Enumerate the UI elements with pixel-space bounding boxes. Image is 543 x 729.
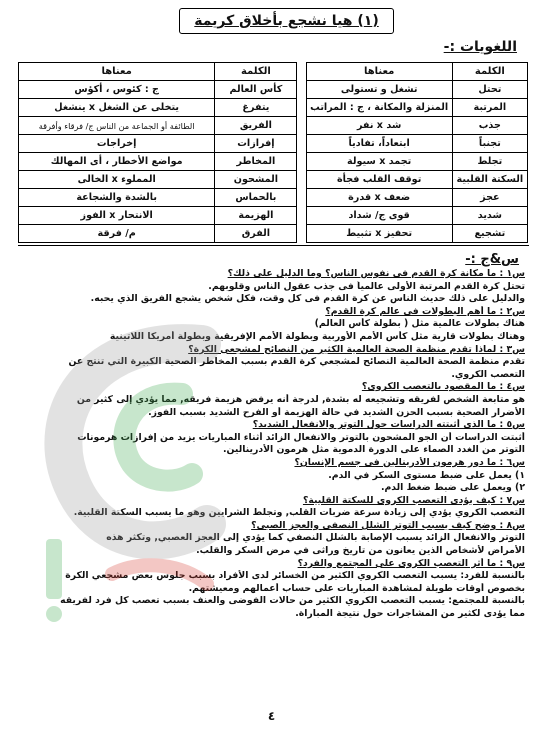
section-divider bbox=[18, 245, 529, 246]
vocab-gap bbox=[297, 63, 306, 81]
question-line: س٦ : ما دور هرمون الأدرينالين فى جسم الإنسان؟ bbox=[294, 456, 525, 468]
question-line: س٧ : كيف يؤدى التعصب الكروى للسكتة القلبية؟ bbox=[302, 494, 525, 506]
vocab-word: تجلط bbox=[452, 153, 527, 171]
vocab-header-meaning-1: معناها bbox=[306, 63, 452, 81]
answer-line: بخصوص أوقات طويلة لمشاهدة المباريات على حساب أعمالهم ومعيشتهم. bbox=[188, 582, 525, 594]
vocab-word: المرتبة bbox=[452, 99, 527, 117]
vocab-gap bbox=[297, 225, 306, 243]
vocab-word: المخاطر bbox=[215, 153, 297, 171]
vocab-meaning: المملوء x الخالى bbox=[19, 171, 215, 189]
vocab-meaning: ابتعاداً، تفادياً bbox=[306, 135, 452, 153]
answer-line: التعصب الكروي يؤدي إلى زيادة سرعة ضربات القلب, وتجلط الشرايين وهو ما يسبب السكتة القلبية. bbox=[73, 507, 525, 519]
vocab-meaning: قوى ج/ شداد bbox=[306, 207, 452, 225]
vocab-meaning: تحفيز x تثبيط bbox=[306, 225, 452, 243]
question-line: س١ : ما مكانة كرة القدم فى نفوس الناس؟ وما الدليل على ذلك؟ bbox=[227, 268, 525, 279]
vocab-gap bbox=[297, 135, 306, 153]
vocab-word: المشحون bbox=[215, 171, 297, 189]
vocab-word: إفرازات bbox=[215, 135, 297, 153]
vocab-meaning: تشغل و تستولى bbox=[306, 81, 452, 99]
answer-line: التوتر من الغدد الصماء على الدورة الدموية مثل هرمون الأدرينالين. bbox=[223, 444, 525, 456]
answer-line: الأضرار الصحية بسبب الحزن الشديد في حالة الهزيمة أو الفرح الشديد بسبب الفوز. bbox=[148, 406, 525, 418]
page-number: ٤ bbox=[267, 709, 276, 723]
answer-line: بالنسبة للفرد: يسبب التعصب الكروي الكثير من الخسائر لدى الأفراد بسبب جلوس بعض مشجعي الكرة bbox=[65, 570, 525, 582]
vocab-word: الفريق bbox=[215, 117, 297, 135]
question-line: س٩ : ما أثر التعصب الكروى على المجتمع والفرد؟ bbox=[297, 557, 525, 569]
vocab-meaning: م/ فرقة bbox=[19, 225, 215, 243]
answer-line: هو متابعة الشخص لفريقه وتشجيعه له بشدة, لدرجة أنه يرفض هزيمة فريقه, مما يؤدي إلى كثير من bbox=[76, 393, 525, 405]
worksheet-page bbox=[14, 6, 529, 723]
answer-line: هناك بطولات عالمية مثل ( بطولة كأس العالم) bbox=[314, 318, 525, 330]
vocab-meaning: الانتحار x الفوز bbox=[19, 207, 215, 225]
vocab-word: الفرق bbox=[215, 225, 297, 243]
answer-line: أثبتت الدراسات أن الجو المشحون بالتوتر والانفعال الزائد أثناء المباريات يزيد من إفرازات هرمونات bbox=[77, 431, 525, 443]
vocab-meaning: إخراجات bbox=[19, 135, 215, 153]
vocab-header-meaning-2: معناها bbox=[19, 63, 215, 81]
question-line: س٤ : ما المقصود بالتعصب الكروى؟ bbox=[361, 381, 525, 393]
vocab-header-row bbox=[19, 63, 528, 81]
qa-heading: س&ج :- bbox=[465, 252, 519, 267]
vocab-word: يتفرغ bbox=[215, 99, 297, 117]
vocab-header-word-1: الكلمة bbox=[452, 63, 527, 81]
answer-line: مما يؤدى لكثير من المشاجرات حول نتيجة المباراة. bbox=[295, 608, 525, 620]
vocab-meaning: توقف القلب فجأة bbox=[306, 171, 452, 189]
vocab-meaning: شد x نفر bbox=[306, 117, 452, 135]
vocab-row bbox=[19, 99, 528, 117]
answer-line: بالنسبة للمجتمع: يسبب التعصب الكروي الكثير من حالات الفوضى والعنف بسبب تعصب كل فرد لفريقه bbox=[60, 595, 525, 607]
qa-section bbox=[18, 268, 525, 621]
vocab-word: جذب bbox=[452, 117, 527, 135]
question-line: س٥ : ما الذى أثبتته الدراسات حول التوتر والانفعال الشديد؟ bbox=[252, 419, 525, 431]
answer-line: وهناك بطولات قارية مثل كأس الأمم الأوربية وبطولة الأمم الإفريقية وبطولة أمريكا اللاتينية bbox=[109, 330, 525, 342]
vocab-row bbox=[19, 153, 528, 171]
vocab-word: تحتل bbox=[452, 81, 527, 99]
vocab-word: عجز bbox=[452, 189, 527, 207]
vocab-gap bbox=[297, 189, 306, 207]
vocab-meaning: تجمد x سيولة bbox=[306, 153, 452, 171]
vocab-row bbox=[19, 189, 528, 207]
vocab-word: الهزيمة bbox=[215, 207, 297, 225]
vocab-gap bbox=[297, 207, 306, 225]
question-line: س٣ : لماذا تقدم منظمة الصحة العالمية الكثير من النصائح لمشجعى الكرة؟ bbox=[188, 343, 525, 355]
vocab-row bbox=[19, 117, 528, 135]
vocab-meaning: يتخلى عن الشغل x ينشغل bbox=[19, 99, 215, 117]
vocab-row bbox=[19, 225, 528, 243]
vocab-word: تشجيع bbox=[452, 225, 527, 243]
vocab-meaning: ضعف x قدرة bbox=[306, 189, 452, 207]
vocab-meaning: الطائفة أو الجماعة من الناس ج/ فرقاء وأفرقة bbox=[19, 117, 215, 135]
vocab-row bbox=[19, 81, 528, 99]
lesson-title: (١) هيا نشجع بأخلاق كريمة bbox=[179, 8, 394, 34]
answer-line: تقدم منظمة الصحة العالمية النصائح لمشجعي كرة القدم بسبب المخاطر الصحية الكبيرة التي تنتج عن bbox=[68, 356, 525, 368]
vocab-gap bbox=[297, 153, 306, 171]
answer-line: تحتل كرة القدم المرتبة الأولى عالمياً فى جذب عقول الناس وقلوبهم. bbox=[208, 280, 525, 292]
vocab-meaning: ج : كئوس ، أكؤس bbox=[19, 81, 215, 99]
vocab-body bbox=[19, 81, 528, 243]
vocab-word: بالحماس bbox=[215, 189, 297, 207]
vocab-word: تجنباً bbox=[452, 135, 527, 153]
vocab-meaning: مواضع الأخطار ، أى المهالك bbox=[19, 153, 215, 171]
vocab-word: كأس العالم bbox=[215, 81, 297, 99]
answer-line: ١) يعمل على ضبط مستوى السكر في الدم. bbox=[328, 469, 525, 481]
vocab-meaning: بالشدة والشجاعة bbox=[19, 189, 215, 207]
vocab-gap bbox=[297, 117, 306, 135]
vocab-table bbox=[18, 62, 528, 243]
vocab-row bbox=[19, 171, 528, 189]
answer-line: الأمراض لأشخاص الذين يعانون من تاريخ وراثى في مرض السكر والقلب. bbox=[196, 545, 525, 557]
vocab-header-word-2: الكلمة bbox=[215, 63, 297, 81]
question-line: س٨ : وضح كيف يسبب التوتر الشلل النصفى والعجز الصبى؟ bbox=[251, 519, 525, 531]
vocab-meaning: المنزلة والمكانة ، ج : المراتب bbox=[306, 99, 452, 117]
vocab-row bbox=[19, 207, 528, 225]
vocab-word: شديد bbox=[452, 207, 527, 225]
vocab-row bbox=[19, 135, 528, 153]
vocab-word: السكتة القلبية bbox=[452, 171, 527, 189]
vocab-gap bbox=[297, 99, 306, 117]
answer-line: التعصب الكروي. bbox=[451, 368, 525, 380]
vocab-heading: اللغويات :- bbox=[443, 39, 517, 55]
vocab-gap bbox=[297, 171, 306, 189]
answer-line: ٢) ويعمل على ضبط ضغط الدم. bbox=[380, 482, 525, 494]
answer-line: والدليل على ذلك حديث الناس عن كرة القدم فى كل وقت، فكل شخص يشجع الفريق الذي يحبه. bbox=[90, 293, 525, 305]
answer-line: التوتر والانفعال الزائد يسبب الإصابة بالشلل النصفي كما يؤدي إلى العجز العصبي, وتكثر هذه bbox=[106, 532, 525, 544]
question-line: س٢ : ما أهم البطولات فى عالم كرة القدم؟ bbox=[325, 305, 525, 317]
vocab-gap bbox=[297, 81, 306, 99]
